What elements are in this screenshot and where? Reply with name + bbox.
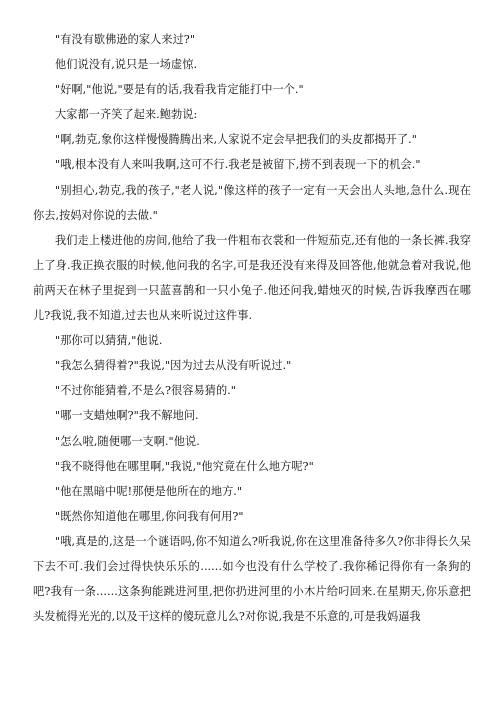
paragraph-9: "那你可以猜猜,"他说. (55, 334, 163, 348)
paragraph-2: 他们说没有,说只是一场虚惊. (55, 58, 198, 72)
paragraph-4: 大家都一齐笑了起来.鲍勃说: (55, 108, 198, 122)
paragraph-12: "哪一支蜡烛啊?"我不解地问. (55, 409, 199, 423)
paragraph-15: "他在黑暗中呢!那便是他所在的地方." (55, 484, 243, 498)
paragraph-5: "啊,勃克,象你这样慢慢腾腾出来,人家说不定会早把我们的头皮都揭开了." (55, 133, 417, 147)
paragraph-8: 我们走上楼进他的房间,他给了我一件粗布衣裳和一件短茄克,还有他的一条长裤.我穿上了身.我正换衣服的时候,他问我的名字,可是我还没有来得及回答他,他就急着对我说,他前两天在林子里捉到一只蓝喜鹊和一只小兔子.他还问我,蜡烛灭的时候,告诉我摩西在哪儿?我说,我不知道,过去也从来听说过这件事. (33, 233, 471, 323)
paragraph-16: "既然你知道他在哪里,你问我有何用?" (55, 509, 244, 523)
paragraph-1: "有没有歇佛逊的家人来过?" (55, 33, 196, 46)
paragraph-13: "怎么啦,随便哪一支啊."他说. (55, 434, 200, 448)
paragraph-7: "别担心,勃克,我的孩子,"老人说,"像这样的孩子一定有一天会出人头地,急什么.现在你去,按妈对你说的去做." (33, 183, 471, 222)
body-text (33, 27, 471, 629)
paragraph-6: "哦,根本没有人来叫我啊,这可不行.我老是被留下,捞不到表现一下的机会." (55, 158, 421, 172)
paragraph-11: "不过你能猜着,不是么?很容易猜的." (55, 384, 236, 398)
paragraph-3: "好啊,"他说,"要是有的话,我看我肯定能打中一个." (55, 83, 304, 97)
paragraph-17: "哦,真是的,这是一个谜语吗,你不知道么?听我说,你在这里准备待多久?你非得长久呆下去不可.我们会过得快快乐乐的......如今也没有什么学校了.我你稀记得你有一条狗的吧?我有一条......这条狗能跳进河里,把你扔进河里的小木片给叼回来.在星期天,你乐意把头发梳得光光的,以及干这样的傻玩意儿么?对你说,我是不乐意的,可是我妈逼我 (33, 534, 471, 624)
paragraph-14: "我不晓得他在哪里啊,"我说,"他究竟在什么地方呢?" (55, 459, 314, 473)
paragraph-10: "我怎么猜得着?"我说,"因为过去从没有听说过." (55, 359, 292, 373)
